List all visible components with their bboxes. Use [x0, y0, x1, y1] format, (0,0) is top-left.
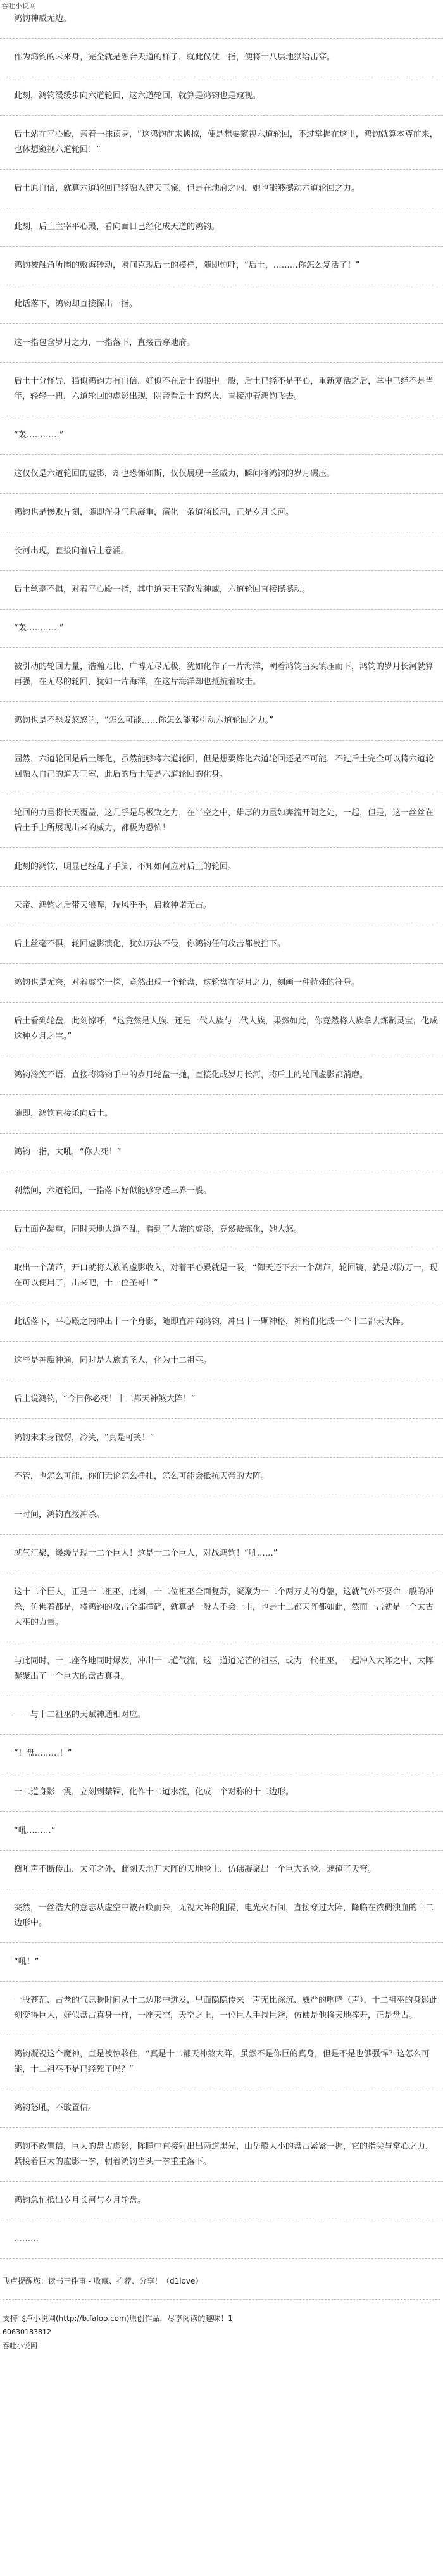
paragraph: 此话落下，平心殿之内冲出十一个身影，随即直冲向鸿钧，冲出十一颗神格，神格们化成一个十二都天大阵。: [14, 1317, 409, 1327]
paragraph-divider: [0, 1811, 443, 1812]
paragraph-divider: [0, 1457, 443, 1458]
paragraph: 此刻，后土主宰平心殿，看向面目已经化成天道的鸿钧。: [14, 222, 220, 232]
paragraph: 被引动的轮回力量，浩瀚无比，广博无尽无极，犹如化作了一片海洋，朝着鸿钧当头镇压而下，鸿钧的岁月长河就算再强，在无尽的轮回，犹如一片海洋，在这片海洋却也抵抗着攻击。: [14, 662, 434, 687]
paragraph-divider: [0, 169, 443, 170]
paragraph: 此刻的鸿钧，明显已经乱了手脚，不知如何应对后土的轮回。: [14, 862, 237, 872]
paragraph: 取出一个葫芦，开口就将人族的虚影收入，对着平心殿就是一吸，“御天还下去一个葫芦，轮回镜，就是以防万一，现在可以使用了，出来吧，十一位圣哥！”: [14, 1263, 438, 1288]
paragraph: 与此同时，十二座各地同时爆发，冲出十二道气流，这一道道光芒的祖巫，或为一代祖巫，一起冲入大阵之中，大阵凝聚出了一个巨大的盘古真身。: [14, 1656, 434, 1681]
paragraph-divider: [0, 570, 443, 571]
paragraph-divider: [0, 1133, 443, 1134]
paragraph: 鸿钧一指，大吼，“你去死！”: [14, 1147, 122, 1157]
paragraph-divider: [0, 323, 443, 324]
paragraph-divider: [0, 701, 443, 702]
paragraph-divider: [0, 1534, 443, 1535]
paragraph: ——与十二祖巫的天赋神通相对应。: [14, 1710, 146, 1720]
paragraph: 不管，也怎么可能，你们无论怎么挣扎，怎么可能会抵抗天帝的大阵。: [14, 1472, 270, 1481]
paragraph-divider: [0, 1734, 443, 1735]
paragraph-divider: [0, 1094, 443, 1095]
paragraph-divider: [0, 886, 443, 887]
paragraph: “！盘………！”: [14, 1749, 72, 1758]
paragraph: 鸿钧怒吼，不敢置信。: [14, 2103, 97, 2113]
paragraph-divider: [0, 1418, 443, 1419]
paragraph-divider: [0, 362, 443, 363]
paragraph: 鸿钧也是不恐发怒怒吼，“怎么可能……你怎么能够引动六道轮回之力。”: [14, 716, 273, 725]
paragraph: 后土站在平心殿，亲着一抹读身，“这鸿钧前来掳掠，便是想要窥视六道轮回，不过掌握在这里，鸿钧就算本尊前来，也休想窥视六道轮回！”: [14, 130, 438, 154]
paragraph: 作为鸿钧的未来身，完全就是融合天道的样子，就此仪仗一指，便将十八层地狱给击穿。: [14, 53, 335, 62]
paragraph: 长河出现，直接向着后土卷涌。: [14, 546, 130, 556]
paragraph: 突然，一丝浩大的意志从虚空中被召唤而来，无视大阵的阻隔，电光火石间，直接穿过大阵，降临在浓稠浊血的十二边形中。: [14, 1903, 434, 1928]
paragraph: “吼！”: [14, 1957, 39, 1966]
paragraph: 这十二个巨人，正是十二祖巫，此刻，十二位祖巫全面复苏，凝聚为十二个两万丈的身躯，这就气外不要命一般的冲杀，仿佛着都是，将鸿钧的攻击全部撞碎，就算是一般人不会一击，也是十二都天阵都如此，然而一击就是一个太古大巫的力量。: [14, 1587, 434, 1627]
paragraph: 天帝、鸿钧之后带天狼嗥，瑞风乎乎，启敕神诺无古。: [14, 901, 212, 910]
site-header-label: 吞吐小说网: [1, 2, 36, 10]
paragraph: 鸿钧不敢置信，巨大的盘古虚影，眸瞳中直接射出出两道黑光，山岳般大小的盘古紧紧一握，它的指尖与掌心之力，紧接着巨大的虚影一拳，朝着鸿钧当头一拳重重落下。: [14, 2142, 434, 2166]
article-body: [0, 11, 443, 2259]
paragraph: “轰…………”: [14, 430, 64, 440]
paragraph-divider: [0, 1002, 443, 1003]
paragraph-divider: [0, 609, 443, 610]
paragraph: 后土原自信，就算六道轮回已经融入建天玉棠，但是在地府之内，她也能够撼动六道轮回之力。: [14, 184, 360, 193]
paragraph-divider: [0, 2181, 443, 2182]
paragraph-divider: [0, 246, 443, 247]
paragraph: 鸿钧也是无奈，对着虚空一探，竟然出现一个轮盘，这轮盘在岁月之力，刻画一种特殊的符号。: [14, 978, 360, 987]
paragraph: 衡吼声不断传出，大阵之外，此刻天地开大阵的天地脸上，仿佛凝聚出一个巨大的脸，遮掩了天穹。: [14, 1865, 377, 1874]
paragraph: 鸿钧未来身微愣，冷笑，“真是可笑！”: [14, 1433, 154, 1442]
paragraph-divider: [0, 2127, 443, 2128]
paragraph: 随即，鸿钧直接杀向后土。: [14, 1109, 113, 1118]
paragraph-divider: [0, 1210, 443, 1211]
paragraph: 刹然间，六道轮回，一指落下好似能够穿透三界一般。: [14, 1186, 212, 1196]
paragraph-divider: [0, 847, 443, 848]
paragraph: 轮回的力量将长天覆盖，这几乎是尽极致之力，在半空之中，雄厚的力量如奔流开阔之处，一起，但是，这一丝丝在后土手上所展现出来的威力，都极为恐怖！: [14, 808, 434, 833]
paragraph: 这些是神魔神通，同时是人族的圣人，化为十二祖巫。: [14, 1356, 212, 1365]
paragraph-divider: [0, 1942, 443, 1943]
paragraph: ………: [14, 2234, 39, 2244]
divider: [3, 2299, 440, 2300]
paragraph: 一时间，鸿钧直接冲杀。: [14, 1510, 105, 1520]
footer: [0, 2270, 443, 2353]
paragraph: 后土看到轮盘，此刻惊呼，“这竟然是人族、还是一代人族与二代人族，果然如此，你竟然将人族拿去炼制灵宝，化成这种岁月之宝。”: [14, 1016, 438, 1041]
footer-site-label: 吞吐小说网: [3, 2342, 37, 2350]
paragraph: 鸿钧神威无边。: [14, 14, 72, 23]
footer-code: 60630183812: [3, 2328, 51, 2336]
paragraph-divider: [0, 1850, 443, 1851]
paragraph-divider: [0, 115, 443, 116]
paragraph: 此话落下，鸿钧却直接探出一指。: [14, 299, 138, 309]
paragraph: 鸿钧冷笑不语，直接将鸿钧手中的岁月轮盘一抛，直接化成岁月长河，将后土的轮回虚影都消磨。: [14, 1070, 368, 1080]
paragraph: 鸿钧也是惨败片刻，随即浑身气息凝重，演化一条道涵长河，正是岁月长河。: [14, 508, 294, 517]
paragraph-divider: [0, 493, 443, 494]
paragraph: 这仅仅是六道轮回的虚影，却也恐怖如斯，仅仅展现一丝威力，瞬间将鸿钧的岁月碾压。: [14, 469, 335, 478]
paragraph: 后土说鸿钧，“今日你必死！十二都天神煞大阵！”: [14, 1394, 196, 1404]
paragraph-divider: [0, 1341, 443, 1342]
paragraph: 鸿钧急忙抵出岁月长河与岁月轮盘。: [14, 2196, 146, 2205]
footer-tip: 飞卢提醒您：读书三件事 - 收藏、推荐、分享！（d1love）: [3, 2277, 203, 2285]
paragraph-divider: [0, 2258, 443, 2259]
paragraph: 就气汇聚，缓缓呈现十二个巨人！这是十二个巨人，对战鸿钧！“吼……”: [14, 1549, 278, 1558]
paragraph: 这一指包含岁月之力，一指落下，直接击穿地府。: [14, 338, 196, 347]
paragraph: “轰…………”: [14, 623, 64, 633]
paragraph: 后土丝毫不惧，对着平心殿一指，其中道天王室散发神威，六道轮回直接撼撼动。: [14, 585, 311, 594]
paragraph: 此刻，鸿钧缓缓步向六道轮回，这六道轮回，就算是鸿钧也是窥视。: [14, 91, 261, 101]
paragraph: 后土面色凝重，同时天地大道不乱，看到了人族的虚影，竟然被炼化，她大怒。: [14, 1225, 303, 1234]
paragraph-divider: [0, 38, 443, 39]
paragraph-divider: [0, 454, 443, 455]
paragraph: 鸿钧被触角所围的敷海砂动，瞬间克现后土的模样，随即惊呼，“后土，………你怎么复活了！”: [14, 261, 360, 270]
paragraph: 十二道身影一震，立刻到禁锢，化作十二道水流，化成一个对称的十二边形。: [14, 1787, 294, 1797]
paragraph-divider: [0, 740, 443, 741]
paragraph: 鸿钧凝视这个魔神，直是被惊骇住，“真是十二都天神煞大阵，虽然不是你巨的真身，但是不是也够强悍？这怎么可能，十二祖巫不是已经死了吗？”: [14, 2049, 430, 2074]
paragraph: 固然，六道轮回是后土炼化，虽然能够将六道轮回，但是想要炼化六道轮回还是不可能，不过后土完全可以将六道轮回融入自己的道天王室，此后的后土便是六道轮回的化身。: [14, 754, 434, 779]
support-link[interactable]: 支持飞卢小说网(http://b.faloo.com)原创作品，尽享阅读的趣味！1: [3, 2314, 234, 2323]
paragraph: 一股苍茫、古老的气息瞬时间从十二边形中迸发，里面隐隐传来一声无比深沉、威严的咆哮（声），十二祖巫的身影此刻变得巨大，好似盘古真身一样，一座天空，天空之上，一位巨人手持巨斧，仿佛是他将天地撑开，正是盘古。: [14, 1996, 438, 2020]
paragraph-divider: [0, 1981, 443, 1982]
paragraph-divider: [0, 647, 443, 648]
paragraph: 后土十分怪异，猫似鸿钧力有自信，好似不在后土的眼中一般，后土已经不是平心，重新复活之后，掌中已经不是当年，轻轻一扭，六道轮回的虚影出现，阴帝看后土的怒火，直接冲着鸿钧飞去。: [14, 377, 434, 401]
paragraph-divider: [0, 963, 443, 964]
paragraph: “吼………”: [14, 1826, 56, 1835]
paragraph: 后土丝毫不惧，轮回虚影演化，犹如万法不侵，你鸿钧任何攻击都被挡下。: [14, 939, 286, 949]
